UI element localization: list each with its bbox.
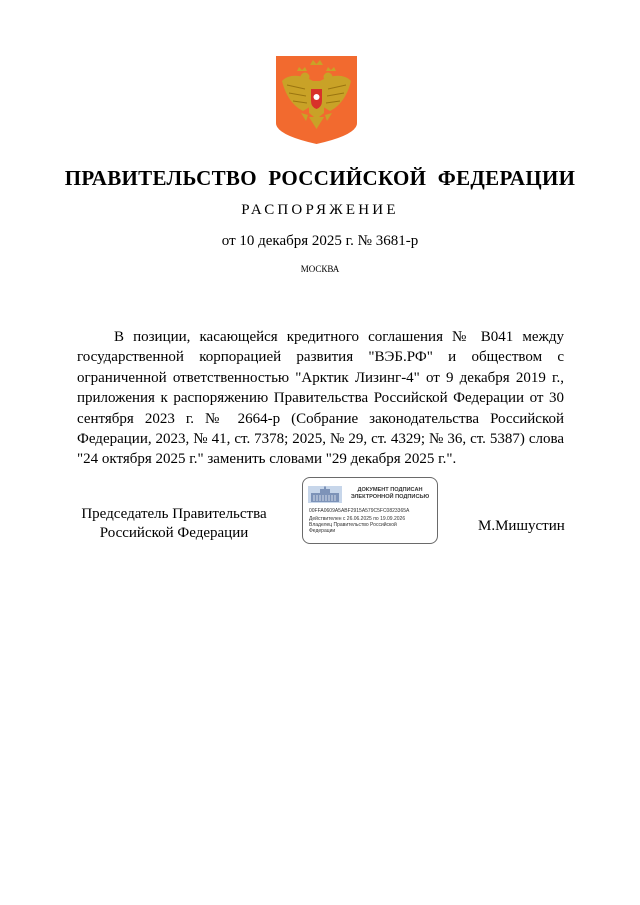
stamp-certificate-number: 00FFA0609A5ABF2915A579C5FC0823365A bbox=[309, 508, 410, 514]
stamp-validity: Действителен с 26.06.2025 по 19.09.2026 bbox=[309, 516, 406, 522]
government-building-icon bbox=[308, 486, 342, 503]
government-title: ПРАВИТЕЛЬСТВО РОССИЙСКОЙ ФЕДЕРАЦИИ bbox=[64, 166, 576, 190]
coat-of-arms-emblem bbox=[275, 55, 358, 145]
stamp-owner: Владелец Правительство Российской Федерации bbox=[309, 522, 397, 534]
document-city: МОСКВА bbox=[300, 264, 340, 274]
document-body-paragraph: В позиции, касающейся кредитного соглашения № В041 между государственной корпорацией развития "ВЭБ.РФ" и обществом с ограниченной ответственностью "Арктик Лизинг-4" от 9 декабря 2019 г., приложения к распоряжению Правительства Российской Федерации от 30 сентября 2023 г. № 2664-р (Собрание законодательства Российской Федерации, 2023, № 41, ст. 7378; 2025, № 29, ст. 4329; № 36, ст. 5387) слова "24 октября 2025 г." заменить словами "29 декабря 2025 г.". bbox=[77, 329, 564, 468]
document-date-number: от 10 декабря 2025 г. № 3681-р bbox=[221, 233, 419, 249]
signer-position-line-2: Российской Федерации bbox=[99, 525, 249, 541]
signer-position bbox=[74, 505, 274, 543]
signer-name: М.Мишустин bbox=[478, 518, 565, 534]
electronic-signature-stamp bbox=[302, 477, 438, 544]
signer-position-line-1: Председатель Правительства bbox=[81, 506, 267, 522]
document-type: РАСПОРЯЖЕНИЕ bbox=[241, 202, 399, 218]
stamp-title: ДОКУМЕНТ ПОДПИСАН ЭЛЕКТРОННОЙ ПОДПИСЬЮ bbox=[350, 487, 430, 500]
